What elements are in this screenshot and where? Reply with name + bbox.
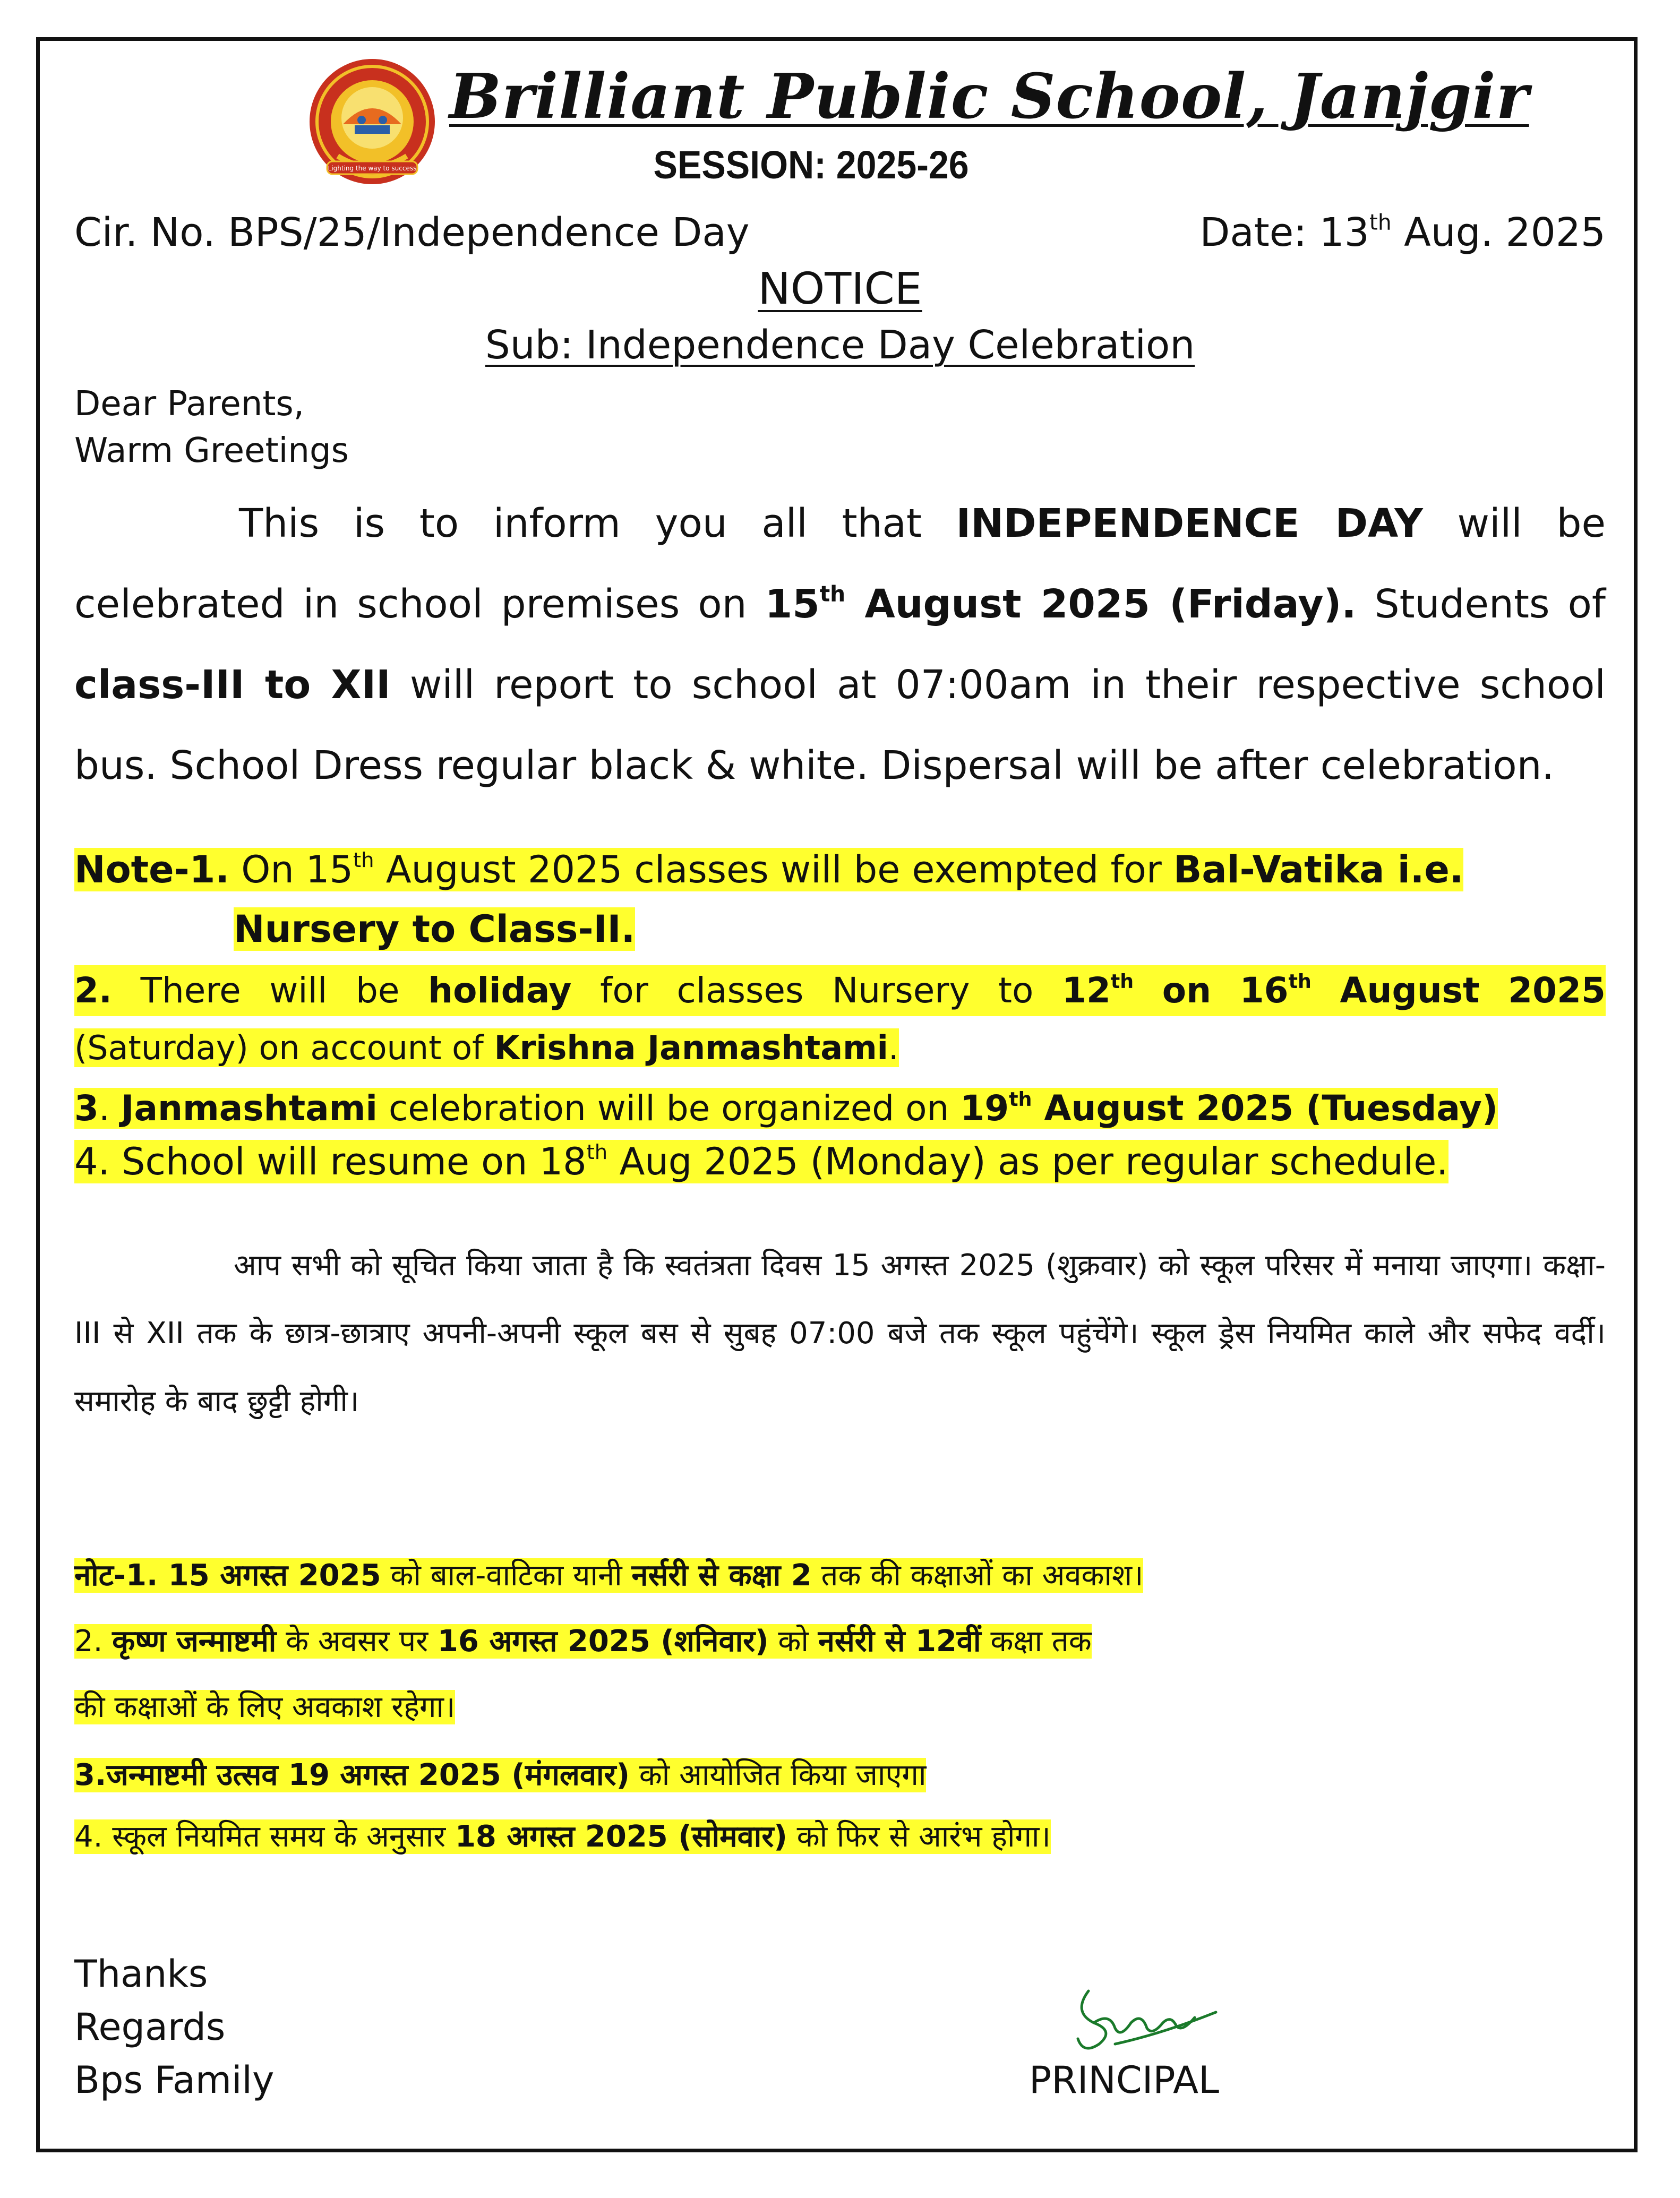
hindi-note-1: नोट-1. 15 अगस्त 2025 को बाल-वाटिका यानी नर्सरी से कक्षा 2 तक की कक्षाओं का अवकाश। — [74, 1558, 1144, 1593]
notice-date: Date: 13th Aug. 2025 — [1199, 209, 1606, 255]
note-3: 3. Janmashtami celebration will be organized on 19th August 2025 (Tuesday) — [74, 1087, 1498, 1129]
english-paragraph: This is to inform you all that INDEPENDENCE DAY will be celebrated in school premises on 15th August 2025 (Friday). Students of class-III to XII will report to school at 07:00am in their respective school bus. School Dress regular black & white. Dispersal will be after celebration. — [74, 501, 1606, 788]
notice-subject: Sub: Independence Day Celebration — [485, 322, 1195, 368]
school-name: Brilliant Public School, Janjgir — [449, 61, 1529, 133]
principal-label: PRINCIPAL — [1029, 2058, 1219, 2102]
note-4: 4. School will resume on 18th Aug 2025 (Monday) as per regular schedule. — [74, 1140, 1448, 1183]
closing-regards: Regards — [74, 2005, 226, 2049]
hindi-note-3: 3.जन्माष्टमी उत्सव 19 अगस्त 2025 (मंगलवार) को आयोजित किया जाएगा — [74, 1758, 927, 1792]
logo-motto: Lighting the way to success — [328, 165, 417, 172]
school-logo — [306, 55, 439, 188]
hindi-paragraph: आप सभी को सूचित किया जाता है कि स्वतंत्रता दिवस 15 अगस्त 2025 (शुक्रवार) को स्कूल परिसर में मनाया जाएगा। कक्षा-III से XII तक के छात्र-छात्राए अपनी-अपनी स्कूल बस से सुबह 07:00 बजे तक स्कूल पहुंचेंगे। स्कूल ड्रेस नियमित काले और सफेद वर्दी। समारोह के बाद छुट्टी होगी। — [74, 1248, 1606, 1419]
circular-number: Cir. No. BPS/25/Independence Day — [74, 210, 750, 255]
notice-title: NOTICE — [758, 264, 922, 314]
note-1-line-2: Nursery to Class-II. — [234, 907, 636, 951]
note-2-line-2: (Saturday) on account of Krishna Janmashtami. — [74, 1028, 899, 1067]
hindi-note-2-line-2: की कक्षाओं के लिए अवकाश रहेगा। — [74, 1690, 456, 1724]
closing-thanks: Thanks — [74, 1952, 208, 1996]
hindi-note-4: 4. स्कूल नियमित समय के अनुसार 18 अगस्त 2025 (सोमवार) को फिर से आरंभ होगा। — [74, 1819, 1051, 1854]
session-label: SESSION: 2025-26 — [653, 143, 969, 187]
greeting: Warm Greetings — [74, 431, 349, 470]
closing-family: Bps Family — [74, 2058, 275, 2102]
hindi-note-2: 2. कृष्ण जन्माष्टमी के अवसर पर 16 अगस्त 2025 (शनिवार) को नर्सरी से 12वीं कक्षा तक — [74, 1624, 1092, 1659]
principal-signature — [1057, 1980, 1232, 2060]
salutation: Dear Parents, — [74, 384, 305, 424]
note-2: 2. There will be holiday for classes Nursery to 12th on 16th August 2025 — [74, 965, 1606, 1016]
note-1: Note-1. On 15th August 2025 classes will be exempted for Bal-Vatika i.e. — [74, 848, 1464, 891]
